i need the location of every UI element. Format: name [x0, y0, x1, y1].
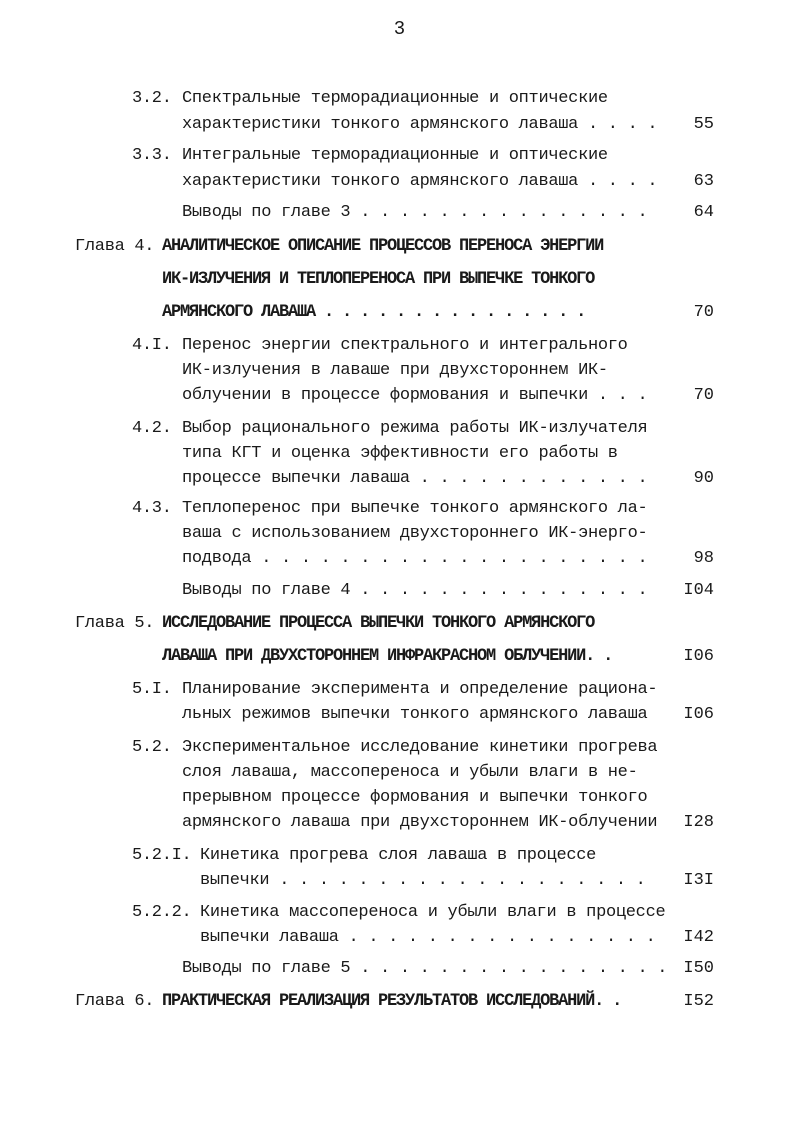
toc-entry-page: I3I — [683, 871, 714, 890]
toc-entry-page: 70 — [693, 386, 714, 405]
toc-entry-number: Глава 6. — [75, 992, 155, 1011]
toc-entry-page: I04 — [683, 581, 714, 600]
toc-entry-title-line: АНАЛИТИЧЕСКОЕ ОПИСАНИЕ ПРОЦЕССОВ ПЕРЕНОСА ЭНЕРГИИ — [162, 236, 604, 257]
toc-entry-title-line: Выбор рационального режима работы ИК-излучателя — [182, 419, 648, 438]
toc-entry-page: I52 — [683, 992, 714, 1011]
toc-entry-title-line: прерывном процессе формования и выпечки тонкого — [182, 788, 648, 807]
toc-entry-title-line: облучении в процессе формования и выпечки . . . — [182, 386, 648, 405]
toc-entry-title-line: характеристики тонкого армянского лаваша . . . . — [182, 115, 658, 134]
toc-entry-number: 5.2.2. — [132, 903, 192, 922]
toc-entry-title-line: Теплоперенос при выпечке тонкого армянского ла- — [182, 499, 648, 518]
toc-entry-number: 4.2. — [132, 419, 172, 438]
toc-entry-title-line: Кинетика прогрева слоя лаваша в процессе — [200, 846, 597, 865]
toc-entry-number: Глава 5. — [75, 614, 155, 633]
toc-entry-page: 63 — [693, 172, 714, 191]
toc-entry-title-line: выпечки . . . . . . . . . . . . . . . . . . . — [200, 871, 646, 890]
toc-entry-title-line: ваша с использованием двухстороннего ИК-энерго- — [182, 524, 648, 543]
toc-entry-page: 90 — [693, 469, 714, 488]
toc-entry-title-line: Планирование эксперимента и определение рациона- — [182, 680, 658, 699]
toc-entry-title-line: льных режимов выпечки тонкого армянского лаваша — [182, 705, 648, 724]
toc-entry-number: 4.I. — [132, 336, 172, 355]
toc-entry-title-line: ЛАВАША ПРИ ДВУХСТОРОННЕМ ИНФРАКРАСНОМ ОБЛУЧЕНИИ. . — [162, 646, 613, 667]
toc-entry-title-line: ПРАКТИЧЕСКАЯ РЕАЛИЗАЦИЯ РЕЗУЛЬТАТОВ ИССЛЕДОВАНИЙ. . — [162, 991, 622, 1012]
toc-entry-title-line: Экспериментальное исследование кинетики прогрева — [182, 738, 658, 757]
toc-entry-page: 98 — [693, 549, 714, 568]
toc-entry-title-line: ИК-ИЗЛУЧЕНИЯ И ТЕПЛОПЕРЕНОСА ПРИ ВЫПЕЧКЕ ТОНКОГО — [162, 269, 595, 290]
toc-entry-page: I06 — [683, 705, 714, 724]
toc-entry-title-line: подвода . . . . . . . . . . . . . . . . . . . . — [182, 549, 648, 568]
toc-entry-page: I42 — [683, 928, 714, 947]
toc-entry-number: 4.3. — [132, 499, 172, 518]
toc-entry-page: I50 — [683, 959, 714, 978]
toc-entry-number: 3.2. — [132, 89, 172, 108]
toc-entry-title-line: Спектральные терморадиационные и оптические — [182, 89, 608, 108]
toc-entry-title-line: Выводы по главе 5 . . . . . . . . . . . . . . . . — [182, 959, 668, 978]
toc-entry-number: Глава 4. — [75, 237, 155, 256]
toc-entry-title-line: АРМЯНСКОГО ЛАВАША . . . . . . . . . . . . . . . — [162, 302, 586, 323]
toc-entry-title-line: армянского лаваша при двухстороннем ИК-облучении — [182, 813, 658, 832]
toc-entry-title-line: выпечки лаваша . . . . . . . . . . . . . . . . — [200, 928, 656, 947]
toc-entry-page: I06 — [683, 647, 714, 666]
page-number: 3 — [393, 18, 406, 40]
toc-entry-number: 5.2. — [132, 738, 172, 757]
toc-entry-page: 55 — [693, 115, 714, 134]
toc-entry-page: 70 — [693, 303, 714, 322]
toc-entry-title-line: Выводы по главе 3 . . . . . . . . . . . . . . . — [182, 203, 648, 222]
toc-entry-title-line: процессе выпечки лаваша . . . . . . . . . . . . — [182, 469, 648, 488]
toc-entry-number: 3.3. — [132, 146, 172, 165]
toc-entry-title-line: ИК-излучения в лаваше при двухстороннем ИК- — [182, 361, 608, 380]
toc-entry-title-line: Выводы по главе 4 . . . . . . . . . . . . . . . — [182, 581, 648, 600]
toc-entry-page: 64 — [693, 203, 714, 222]
toc-entry-number: 5.I. — [132, 680, 172, 699]
toc-entry-title-line: слоя лаваша, массопереноса и убыли влаги в не- — [182, 763, 638, 782]
toc-entry-title-line: Интегральные терморадиационные и оптические — [182, 146, 608, 165]
toc-entry-page: I28 — [683, 813, 714, 832]
toc-entry-title-line: типа КГТ и оценка эффективности его работы в — [182, 444, 618, 463]
toc-entry-title-line: характеристики тонкого армянского лаваша . . . . — [182, 172, 658, 191]
toc-entry-title-line: Кинетика массопереноса и убыли влаги в процессе — [200, 903, 666, 922]
toc-entry-number: 5.2.I. — [132, 846, 192, 865]
toc-entry-title-line: ИССЛЕДОВАНИЕ ПРОЦЕССА ВЫПЕЧКИ ТОНКОГО АРМЯНСКОГО — [162, 613, 595, 634]
toc-entry-title-line: Перенос энергии спектрального и интегрального — [182, 336, 628, 355]
